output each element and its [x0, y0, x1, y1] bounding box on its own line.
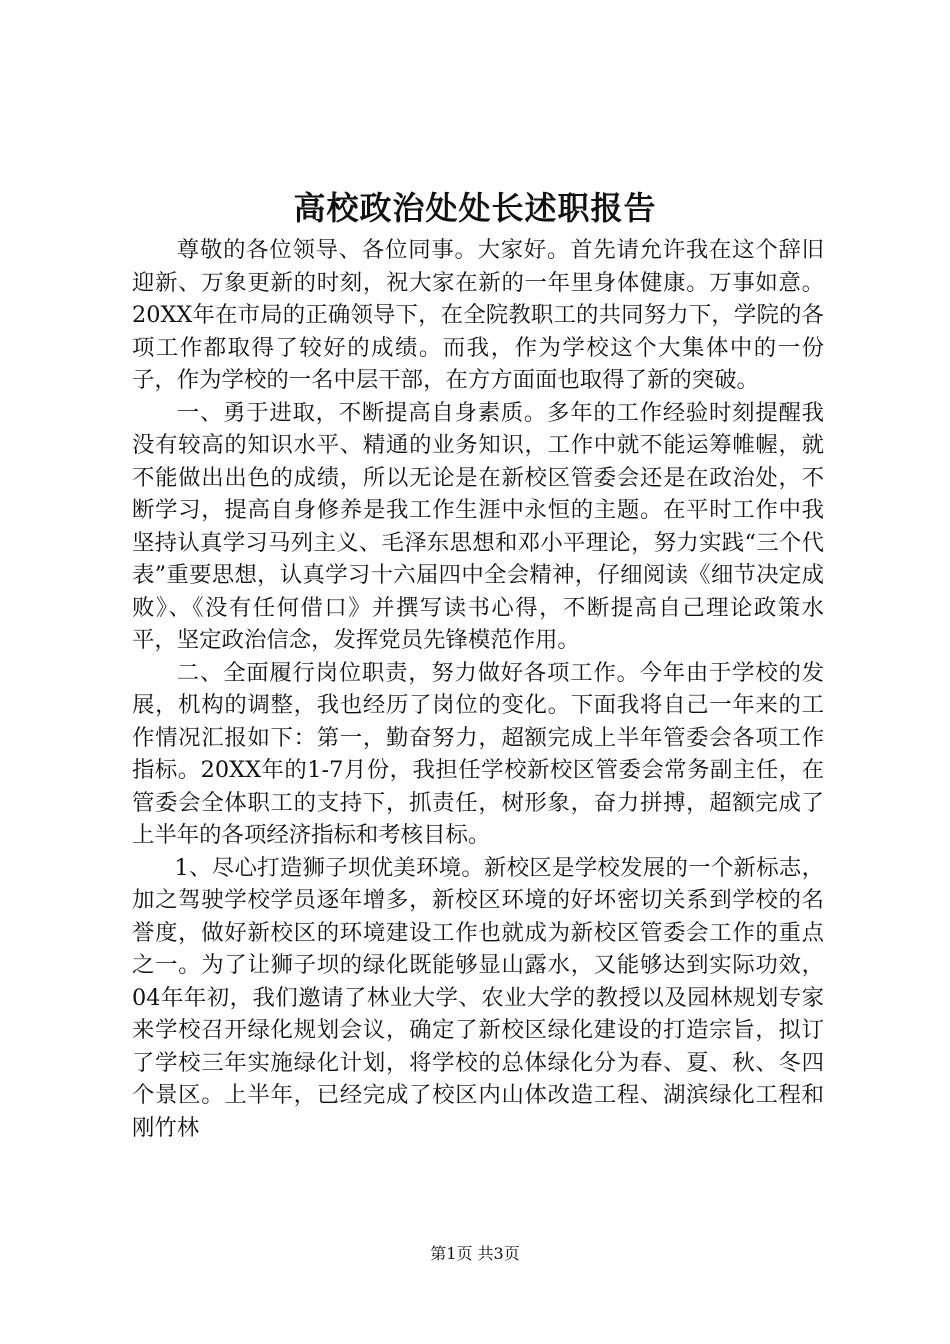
document-body	[132, 234, 824, 1144]
paragraph-section-two: 二、全面履行岗位职责，努力做好各项工作。今年由于学校的发展，机构的调整，我也经历了岗位的变化。下面我将自己一年来的工作情况汇报如下：第一，勤奋努力，超额完成上半年管委会各项工作指标。20XX年的1-7月份，我担任学校新校区管委会常务副主任，在管委会全体职工的支持下，抓责任，树形象，奋力拼搏，超额完成了上半年的各项经济指标和考核目标。	[132, 659, 824, 848]
document-title: 高校政治处处长述职报告	[293, 189, 657, 227]
page-footer: 第1页 共3页	[430, 1244, 520, 1263]
paragraph-item-one: 1、尽心打造狮子坝优美环境。新校区是学校发展的一个新标志，加之驾驶学校学员逐年增多，新校区环境的好坏密切关系到学校的名誉度，做好新校区的环境建设工作也就成为新校区管委会工作的重点之一。为了让狮子坝的绿化既能够显山露水，又能够达到实际功效，04年年初，我们邀请了林业大学、农业大学的教授以及园林规划专家来学校召开绿化规划会议，确定了新校区绿化建设的打造宗旨，拟订了学校三年实施绿化计划，将学校的总体绿化分为春、夏、秋、冬四个景区。上半年，已经完成了校区内山体改造工程、湖滨绿化工程和刚竹林	[132, 854, 824, 1141]
paragraph-greeting: 尊敬的各位领导、各位同事。大家好。首先请允许我在这个辞旧迎新、万象更新的时刻，祝大家在新的一年里身体健康。万事如意。20XX年在市局的正确领导下，在全院教职工的共同努力下，学院的各项工作都取得了较好的成绩。而我，作为学校这个大集体中的一份子，作为学校的一名中层干部，在方方面面也取得了新的突破。	[132, 237, 824, 393]
paragraph-section-one: 一、勇于进取，不断提高自身素质。多年的工作经验时刻提醒我没有较高的知识水平、精通的业务知识，工作中就不能运筹帷幄，就不能做出出色的成绩，所以无论是在新校区管委会还是在政治处，不断学习，提高自身修养是我工作生涯中永恒的主题。在平时工作中我坚持认真学习马列主义、毛泽东思想和邓小平理论，努力实践“三个代表”重要思想，认真学习十六届四中全会精神，仔细阅读《细节决定成败》、《没有任何借口》并撰写读书心得，不断提高自己理论政策水平，坚定政治信念，发挥党员先锋模范作用。	[132, 399, 824, 653]
